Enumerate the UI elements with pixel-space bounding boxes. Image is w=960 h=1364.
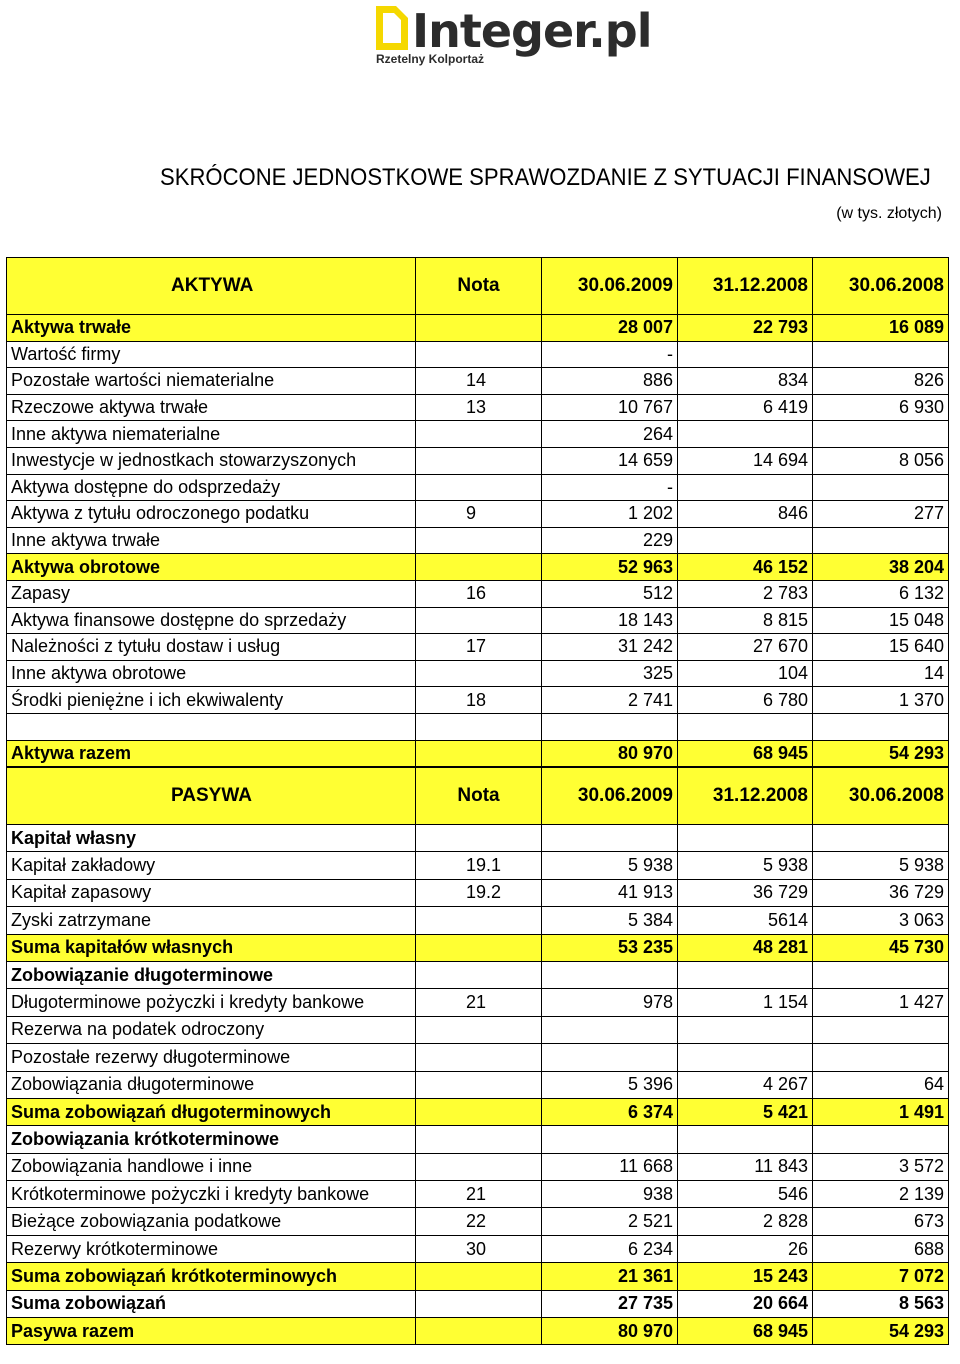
row-value-3: 3 572 — [813, 1153, 949, 1180]
row-value-2 — [678, 1016, 813, 1043]
row-value-1: 80 970 — [542, 740, 678, 767]
row-value-3 — [813, 1044, 949, 1071]
row-value-1: 5 396 — [542, 1071, 678, 1098]
row-value-3: 2 139 — [813, 1181, 949, 1208]
row-value-2 — [678, 713, 813, 740]
table-row — [7, 934, 949, 961]
row-nota — [416, 907, 542, 934]
aktywa-header-row — [7, 258, 949, 315]
pasywa-header-date-1: 30.06.2009 — [542, 768, 678, 825]
row-value-2: 46 152 — [678, 554, 813, 581]
row-label: Zapasy — [7, 580, 416, 607]
row-nota — [416, 1071, 542, 1098]
row-label: Zobowiązania krótkoterminowe — [7, 1126, 416, 1153]
row-nota — [416, 740, 542, 767]
row-nota: 22 — [416, 1208, 542, 1235]
table-row — [7, 501, 949, 528]
row-nota — [416, 1098, 542, 1125]
row-value-2 — [678, 1126, 813, 1153]
pasywa-header-row — [7, 768, 949, 825]
row-label: Suma zobowiązań — [7, 1290, 416, 1317]
row-value-3: 3 063 — [813, 907, 949, 934]
row-value-1: 5 938 — [542, 852, 678, 879]
table-row — [7, 527, 949, 554]
aktywa-header-date-2: 31.12.2008 — [678, 258, 813, 315]
row-value-1: 264 — [542, 421, 678, 448]
aktywa-header-date-3: 30.06.2008 — [813, 258, 949, 315]
row-nota — [416, 607, 542, 634]
row-label: Aktywa obrotowe — [7, 554, 416, 581]
row-value-2: 8 815 — [678, 607, 813, 634]
table-row — [7, 341, 949, 368]
row-label: Inne aktywa obrotowe — [7, 660, 416, 687]
row-value-3 — [813, 713, 949, 740]
assets-table — [6, 257, 949, 767]
row-value-3: 277 — [813, 501, 949, 528]
row-value-1: 978 — [542, 989, 678, 1016]
row-value-1 — [542, 713, 678, 740]
row-label: Aktywa trwałe — [7, 315, 416, 342]
aktywa-header-date-1: 30.06.2009 — [542, 258, 678, 315]
row-label: Środki pieniężne i ich ekwiwalenty — [7, 687, 416, 714]
table-row — [7, 1126, 949, 1153]
row-value-1: 80 970 — [542, 1318, 678, 1345]
row-value-1: 2 741 — [542, 687, 678, 714]
row-value-1: 11 668 — [542, 1153, 678, 1180]
table-row — [7, 1044, 949, 1071]
row-nota: 19.1 — [416, 852, 542, 879]
row-value-2 — [678, 527, 813, 554]
row-value-3: 1 491 — [813, 1098, 949, 1125]
row-value-3 — [813, 1126, 949, 1153]
row-label: Pozostałe rezerwy długoterminowe — [7, 1044, 416, 1071]
table-row — [7, 554, 949, 581]
row-value-2: 14 694 — [678, 447, 813, 474]
row-value-2: 1 154 — [678, 989, 813, 1016]
table-row — [7, 961, 949, 988]
table-row — [7, 580, 949, 607]
row-value-3: 688 — [813, 1235, 949, 1262]
row-value-2: 6 780 — [678, 687, 813, 714]
row-value-2: 5 938 — [678, 852, 813, 879]
row-nota — [416, 1318, 542, 1345]
table-row — [7, 394, 949, 421]
table-row — [7, 687, 949, 714]
aktywa-header-nota: Nota — [416, 258, 542, 315]
row-label: Inne aktywa trwałe — [7, 527, 416, 554]
table-row — [7, 1318, 949, 1345]
row-label: Suma zobowiązań krótkoterminowych — [7, 1263, 416, 1290]
row-value-2: 546 — [678, 1181, 813, 1208]
company-logo — [374, 4, 652, 68]
row-value-3: 64 — [813, 1071, 949, 1098]
row-value-3: 6 930 — [813, 394, 949, 421]
table-row — [7, 907, 949, 934]
row-nota — [416, 825, 542, 852]
row-nota — [416, 660, 542, 687]
row-nota — [416, 961, 542, 988]
row-value-2: 22 793 — [678, 315, 813, 342]
row-value-1: 53 235 — [542, 934, 678, 961]
table-row — [7, 1290, 949, 1317]
row-label: Rezerwy krótkoterminowe — [7, 1235, 416, 1262]
table-row — [7, 825, 949, 852]
table-row — [7, 852, 949, 879]
logo-wordmark: Integer.pl — [412, 4, 652, 58]
row-value-2: 36 729 — [678, 879, 813, 906]
row-value-1: 512 — [542, 580, 678, 607]
row-value-2: 26 — [678, 1235, 813, 1262]
row-label: Kapitał zapasowy — [7, 879, 416, 906]
row-value-3: 7 072 — [813, 1263, 949, 1290]
row-value-2: 4 267 — [678, 1071, 813, 1098]
row-nota: 18 — [416, 687, 542, 714]
row-value-2: 6 419 — [678, 394, 813, 421]
row-nota — [416, 934, 542, 961]
table-row — [7, 1071, 949, 1098]
row-value-3: 826 — [813, 368, 949, 395]
row-value-1: 938 — [542, 1181, 678, 1208]
row-value-2 — [678, 961, 813, 988]
report-title: SKRÓCONE JEDNOSTKOWE SPRAWOZDANIE Z SYTUACJI FINANSOWEJ — [160, 164, 931, 191]
row-label: Zobowiązania handlowe i inne — [7, 1153, 416, 1180]
row-nota: 21 — [416, 1181, 542, 1208]
pasywa-header-date-3: 30.06.2008 — [813, 768, 949, 825]
table-row — [7, 1181, 949, 1208]
row-value-1: 325 — [542, 660, 678, 687]
row-value-3: 36 729 — [813, 879, 949, 906]
row-value-2 — [678, 421, 813, 448]
row-value-1: 14 659 — [542, 447, 678, 474]
row-value-1: - — [542, 341, 678, 368]
row-value-1: 886 — [542, 368, 678, 395]
row-value-1: 1 202 — [542, 501, 678, 528]
row-value-3 — [813, 527, 949, 554]
table-row — [7, 447, 949, 474]
row-label: Aktywa dostępne do odsprzedaży — [7, 474, 416, 501]
row-value-3: 673 — [813, 1208, 949, 1235]
row-value-3: 1 370 — [813, 687, 949, 714]
table-row — [7, 634, 949, 661]
row-value-3 — [813, 825, 949, 852]
row-value-3: 8 056 — [813, 447, 949, 474]
row-label: Wartość firmy — [7, 341, 416, 368]
row-value-2: 834 — [678, 368, 813, 395]
row-value-2: 11 843 — [678, 1153, 813, 1180]
row-value-1 — [542, 825, 678, 852]
row-value-1: 41 913 — [542, 879, 678, 906]
row-label: Pozostałe wartości niematerialne — [7, 368, 416, 395]
table-row — [7, 368, 949, 395]
row-label: Suma zobowiązań długoterminowych — [7, 1098, 416, 1125]
row-label: Należności z tytułu dostaw i usług — [7, 634, 416, 661]
row-nota — [416, 713, 542, 740]
row-value-3: 54 293 — [813, 1318, 949, 1345]
logo-mark-icon — [374, 4, 410, 58]
row-nota: 16 — [416, 580, 542, 607]
row-nota: 9 — [416, 501, 542, 528]
row-value-1: 52 963 — [542, 554, 678, 581]
row-value-1: 5 384 — [542, 907, 678, 934]
row-value-2: 2 783 — [678, 580, 813, 607]
table-row — [7, 421, 949, 448]
row-label: Inne aktywa niematerialne — [7, 421, 416, 448]
row-label: Aktywa razem — [7, 740, 416, 767]
row-value-2: 68 945 — [678, 740, 813, 767]
table-row — [7, 660, 949, 687]
row-nota — [416, 527, 542, 554]
row-value-1 — [542, 1016, 678, 1043]
row-label: Zobowiązanie długoterminowe — [7, 961, 416, 988]
aktywa-header-section: AKTYWA — [7, 258, 416, 315]
row-label: Aktywa finansowe dostępne do sprzedaży — [7, 607, 416, 634]
row-value-2: 846 — [678, 501, 813, 528]
row-value-1 — [542, 961, 678, 988]
row-value-3: 1 427 — [813, 989, 949, 1016]
row-value-2: 27 670 — [678, 634, 813, 661]
row-value-3: 16 089 — [813, 315, 949, 342]
row-label: Rezerwa na podatek odroczony — [7, 1016, 416, 1043]
row-value-3 — [813, 421, 949, 448]
row-nota — [416, 421, 542, 448]
row-label: Krótkoterminowe pożyczki i kredyty bankowe — [7, 1181, 416, 1208]
pasywa-header-date-2: 31.12.2008 — [678, 768, 813, 825]
row-label: Inwestycje w jednostkach stowarzyszonych — [7, 447, 416, 474]
row-value-3: 8 563 — [813, 1290, 949, 1317]
row-value-3: 15 640 — [813, 634, 949, 661]
row-value-2 — [678, 341, 813, 368]
row-label: Zyski zatrzymane — [7, 907, 416, 934]
row-nota — [416, 474, 542, 501]
row-nota: 30 — [416, 1235, 542, 1262]
row-value-1: - — [542, 474, 678, 501]
table-row — [7, 989, 949, 1016]
table-row — [7, 1208, 949, 1235]
row-nota — [416, 341, 542, 368]
row-nota — [416, 1044, 542, 1071]
table-row — [7, 1016, 949, 1043]
row-value-2: 5614 — [678, 907, 813, 934]
row-value-2: 104 — [678, 660, 813, 687]
row-value-3 — [813, 474, 949, 501]
row-value-2: 15 243 — [678, 1263, 813, 1290]
row-label: Rzeczowe aktywa trwałe — [7, 394, 416, 421]
row-value-2: 48 281 — [678, 934, 813, 961]
row-value-3: 45 730 — [813, 934, 949, 961]
row-nota — [416, 1126, 542, 1153]
row-value-1 — [542, 1126, 678, 1153]
row-value-3 — [813, 341, 949, 368]
row-value-1: 28 007 — [542, 315, 678, 342]
row-value-2 — [678, 474, 813, 501]
row-value-3: 54 293 — [813, 740, 949, 767]
table-row — [7, 1263, 949, 1290]
row-label — [7, 713, 416, 740]
row-label: Pasywa razem — [7, 1318, 416, 1345]
row-value-2: 68 945 — [678, 1318, 813, 1345]
row-label: Kapitał własny — [7, 825, 416, 852]
table-row — [7, 879, 949, 906]
logo-tagline: Rzetelny Kolportaż — [376, 52, 485, 66]
row-value-2: 2 828 — [678, 1208, 813, 1235]
table-row — [7, 315, 949, 342]
row-label: Aktywa z tytułu odroczonego podatku — [7, 501, 416, 528]
row-value-1: 21 361 — [542, 1263, 678, 1290]
row-label: Długoterminowe pożyczki i kredyty bankowe — [7, 989, 416, 1016]
table-row — [7, 740, 949, 767]
row-nota — [416, 315, 542, 342]
row-value-1 — [542, 1044, 678, 1071]
row-nota: 21 — [416, 989, 542, 1016]
row-value-2: 5 421 — [678, 1098, 813, 1125]
row-value-1: 31 242 — [542, 634, 678, 661]
row-value-2: 20 664 — [678, 1290, 813, 1317]
row-nota: 13 — [416, 394, 542, 421]
row-label: Suma kapitałów własnych — [7, 934, 416, 961]
row-value-1: 6 374 — [542, 1098, 678, 1125]
row-nota — [416, 1263, 542, 1290]
row-value-1: 18 143 — [542, 607, 678, 634]
row-nota: 19.2 — [416, 879, 542, 906]
row-value-3 — [813, 1016, 949, 1043]
row-nota — [416, 1016, 542, 1043]
row-value-3: 14 — [813, 660, 949, 687]
row-nota: 14 — [416, 368, 542, 395]
table-row — [7, 607, 949, 634]
row-nota — [416, 447, 542, 474]
row-nota — [416, 1153, 542, 1180]
row-value-3: 15 048 — [813, 607, 949, 634]
table-row — [7, 1235, 949, 1262]
row-nota: 17 — [416, 634, 542, 661]
row-value-2 — [678, 825, 813, 852]
table-row — [7, 713, 949, 740]
liabilities-table — [6, 767, 949, 1345]
row-value-1: 229 — [542, 527, 678, 554]
unit-note: (w tys. złotych) — [836, 205, 942, 222]
row-value-3: 5 938 — [813, 852, 949, 879]
row-value-1: 27 735 — [542, 1290, 678, 1317]
table-row — [7, 1153, 949, 1180]
row-label: Bieżące zobowiązania podatkowe — [7, 1208, 416, 1235]
row-value-1: 2 521 — [542, 1208, 678, 1235]
pasywa-header-nota: Nota — [416, 768, 542, 825]
row-value-3: 38 204 — [813, 554, 949, 581]
row-label: Kapitał zakładowy — [7, 852, 416, 879]
row-nota — [416, 554, 542, 581]
table-row — [7, 1098, 949, 1125]
table-row — [7, 474, 949, 501]
row-nota — [416, 1290, 542, 1317]
row-value-1: 6 234 — [542, 1235, 678, 1262]
pasywa-header-section: PASYWA — [7, 768, 416, 825]
row-value-1: 10 767 — [542, 394, 678, 421]
row-value-3: 6 132 — [813, 580, 949, 607]
row-value-3 — [813, 961, 949, 988]
row-value-2 — [678, 1044, 813, 1071]
row-label: Zobowiązania długoterminowe — [7, 1071, 416, 1098]
